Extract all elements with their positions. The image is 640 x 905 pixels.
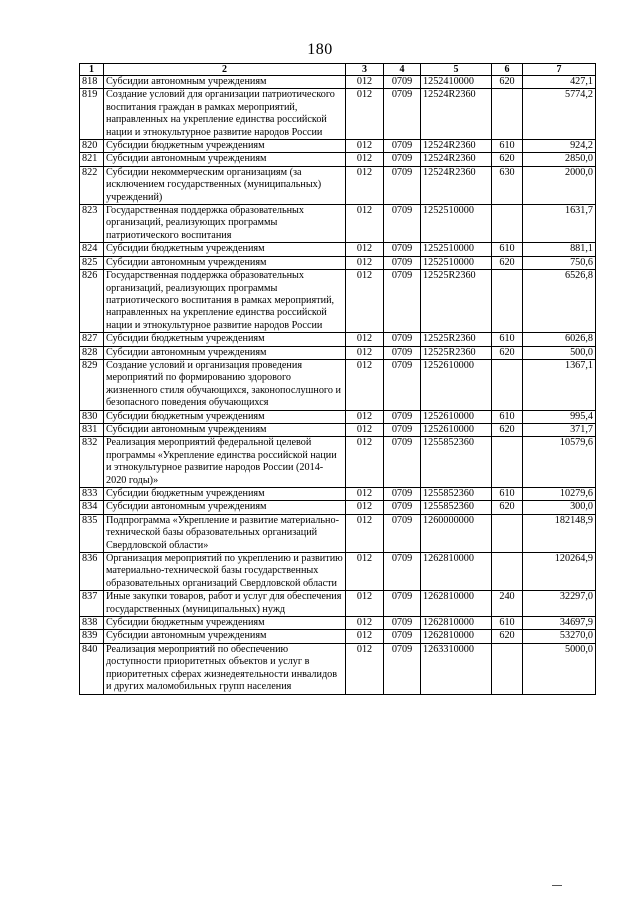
budget-table [79, 63, 596, 695]
row-section-code: 0709 [384, 76, 421, 89]
table-row [80, 346, 596, 359]
row-name: Субсидии бюджетным учреждениям [104, 333, 346, 346]
row-name: Субсидии автономным учреждениям [104, 153, 346, 166]
row-ministry-code: 012 [346, 514, 384, 552]
row-ministry-code: 012 [346, 423, 384, 436]
row-amount: 371,7 [523, 423, 596, 436]
row-amount: 6526,8 [523, 270, 596, 333]
row-number: 839 [80, 630, 104, 643]
row-amount: 924,2 [523, 140, 596, 153]
row-number: 832 [80, 437, 104, 488]
header-col-2: 2 [104, 64, 346, 76]
row-ministry-code: 012 [346, 205, 384, 243]
row-amount: 10579,6 [523, 437, 596, 488]
row-name: Создание условий и организация проведения мероприятий по формированию здорового жизненного стиля обучающихся, законопослушного и безопасного поведения обучающихся [104, 359, 346, 410]
row-expense-type [492, 89, 523, 140]
row-section-code: 0709 [384, 488, 421, 501]
row-ministry-code: 012 [346, 140, 384, 153]
row-target-code: 12525R2360 [421, 333, 492, 346]
row-target-code: 1255852360 [421, 437, 492, 488]
row-name: Организация мероприятий по укреплению и развитию материально-технической базы государственных образовательных организаций Свердловской области [104, 553, 346, 591]
row-name: Субсидии автономным учреждениям [104, 76, 346, 89]
row-ministry-code: 012 [346, 643, 384, 694]
row-amount: 182148,9 [523, 514, 596, 552]
row-ministry-code: 012 [346, 630, 384, 643]
row-name: Субсидии автономным учреждениям [104, 346, 346, 359]
row-number: 826 [80, 270, 104, 333]
row-number: 818 [80, 76, 104, 89]
row-expense-type: 630 [492, 166, 523, 204]
header-col-7: 7 [523, 64, 596, 76]
row-name: Реализация мероприятий федеральной целевой программы «Укрепление единства российской нации и этнокультурное развитие народов России (2014-2020 годы)» [104, 437, 346, 488]
row-target-code: 1252510000 [421, 256, 492, 269]
table-row [80, 256, 596, 269]
row-name: Создание условий для организации патриотического воспитания граждан в рамках мероприятий, направленных на укрепление единства российской нации и этнокультурное развитие народов России [104, 89, 346, 140]
table-row [80, 153, 596, 166]
row-section-code: 0709 [384, 256, 421, 269]
row-number: 828 [80, 346, 104, 359]
row-expense-type: 620 [492, 423, 523, 436]
row-expense-type: 620 [492, 76, 523, 89]
row-name: Субсидии бюджетным учреждениям [104, 617, 346, 630]
row-number: 834 [80, 501, 104, 514]
row-expense-type: 610 [492, 243, 523, 256]
row-ministry-code: 012 [346, 333, 384, 346]
row-amount: 2850,0 [523, 153, 596, 166]
row-ministry-code: 012 [346, 553, 384, 591]
row-ministry-code: 012 [346, 501, 384, 514]
row-target-code: 12525R2360 [421, 270, 492, 333]
row-ministry-code: 012 [346, 359, 384, 410]
table-row [80, 89, 596, 140]
row-expense-type: 620 [492, 256, 523, 269]
row-target-code: 1262810000 [421, 617, 492, 630]
row-number: 825 [80, 256, 104, 269]
row-expense-type [492, 437, 523, 488]
header-col-5: 5 [421, 64, 492, 76]
row-ministry-code: 012 [346, 166, 384, 204]
row-target-code: 12524R2360 [421, 140, 492, 153]
row-amount: 500,0 [523, 346, 596, 359]
row-amount: 53270,0 [523, 630, 596, 643]
row-number: 831 [80, 423, 104, 436]
row-amount: 300,0 [523, 501, 596, 514]
row-name: Субсидии автономным учреждениям [104, 423, 346, 436]
row-name: Субсидии бюджетным учреждениям [104, 243, 346, 256]
row-section-code: 0709 [384, 166, 421, 204]
row-amount: 10279,6 [523, 488, 596, 501]
header-col-3: 3 [346, 64, 384, 76]
row-ministry-code: 012 [346, 89, 384, 140]
row-amount: 995,4 [523, 410, 596, 423]
row-ministry-code: 012 [346, 76, 384, 89]
table-row [80, 630, 596, 643]
row-amount: 1631,7 [523, 205, 596, 243]
row-number: 838 [80, 617, 104, 630]
row-section-code: 0709 [384, 643, 421, 694]
row-number: 827 [80, 333, 104, 346]
table-row [80, 270, 596, 333]
row-name: Подпрограмма «Укрепление и развитие материально-технической базы образовательных организаций Свердловской области» [104, 514, 346, 552]
row-section-code: 0709 [384, 89, 421, 140]
row-section-code: 0709 [384, 501, 421, 514]
row-ministry-code: 012 [346, 488, 384, 501]
row-section-code: 0709 [384, 591, 421, 617]
row-number: 823 [80, 205, 104, 243]
table-row [80, 359, 596, 410]
row-number: 833 [80, 488, 104, 501]
table-row [80, 501, 596, 514]
row-name: Субсидии бюджетным учреждениям [104, 410, 346, 423]
row-section-code: 0709 [384, 346, 421, 359]
row-name: Субсидии автономным учреждениям [104, 256, 346, 269]
row-target-code: 12525R2360 [421, 346, 492, 359]
table-row [80, 140, 596, 153]
table-row [80, 333, 596, 346]
row-target-code: 1255852360 [421, 501, 492, 514]
row-expense-type: 610 [492, 617, 523, 630]
row-section-code: 0709 [384, 410, 421, 423]
row-amount: 427,1 [523, 76, 596, 89]
row-ministry-code: 012 [346, 617, 384, 630]
row-target-code: 12524R2360 [421, 153, 492, 166]
table-row [80, 514, 596, 552]
row-expense-type [492, 205, 523, 243]
row-section-code: 0709 [384, 423, 421, 436]
row-target-code: 1262810000 [421, 630, 492, 643]
row-expense-type: 620 [492, 501, 523, 514]
row-section-code: 0709 [384, 359, 421, 410]
row-target-code: 1252610000 [421, 359, 492, 410]
row-name: Субсидии некоммерческим организациям (за исключением государственных (муниципальных) учреждений) [104, 166, 346, 204]
row-amount: 5000,0 [523, 643, 596, 694]
row-number: 820 [80, 140, 104, 153]
table-row [80, 591, 596, 617]
page-number: 180 [307, 41, 333, 58]
row-ministry-code: 012 [346, 346, 384, 359]
row-ministry-code: 012 [346, 437, 384, 488]
row-name: Государственная поддержка образовательных организаций, реализующих программы патриотического воспитания [104, 205, 346, 243]
table-row [80, 643, 596, 694]
row-amount: 34697,9 [523, 617, 596, 630]
row-expense-type: 610 [492, 140, 523, 153]
table-row [80, 423, 596, 436]
row-expense-type: 620 [492, 153, 523, 166]
row-amount: 120264,9 [523, 553, 596, 591]
row-section-code: 0709 [384, 270, 421, 333]
table-row [80, 166, 596, 204]
row-target-code: 1252510000 [421, 243, 492, 256]
header-col-4: 4 [384, 64, 421, 76]
row-ministry-code: 012 [346, 591, 384, 617]
row-number: 837 [80, 591, 104, 617]
row-target-code: 1252610000 [421, 410, 492, 423]
row-section-code: 0709 [384, 630, 421, 643]
row-expense-type: 620 [492, 346, 523, 359]
row-section-code: 0709 [384, 205, 421, 243]
table-row [80, 76, 596, 89]
table-row [80, 437, 596, 488]
row-target-code: 1263310000 [421, 643, 492, 694]
row-expense-type: 610 [492, 333, 523, 346]
row-amount: 2000,0 [523, 166, 596, 204]
row-amount: 750,6 [523, 256, 596, 269]
row-number: 836 [80, 553, 104, 591]
row-name: Реализация мероприятий по обеспечению доступности приоритетных объектов и услуг в приоритетных сферах жизнедеятельности инвалидов и других маломобильных групп населения [104, 643, 346, 694]
row-target-code: 12524R2360 [421, 89, 492, 140]
row-name: Субсидии бюджетным учреждениям [104, 140, 346, 153]
table-row [80, 553, 596, 591]
header-col-1: 1 [80, 64, 104, 76]
row-expense-type [492, 270, 523, 333]
row-number: 840 [80, 643, 104, 694]
row-name: Государственная поддержка образовательных организаций, реализующих программы патриотического воспитания в рамках мероприятий, направленных на укрепление единства российской нации и этнокультурное развитие народов России [104, 270, 346, 333]
row-target-code: 1262810000 [421, 553, 492, 591]
row-amount: 881,1 [523, 243, 596, 256]
row-target-code: 1252510000 [421, 205, 492, 243]
row-name: Субсидии автономным учреждениям [104, 630, 346, 643]
row-target-code: 12524R2360 [421, 166, 492, 204]
table-row [80, 243, 596, 256]
row-name: Субсидии бюджетным учреждениям [104, 488, 346, 501]
row-expense-type: 610 [492, 488, 523, 501]
row-expense-type: 620 [492, 630, 523, 643]
row-amount: 1367,1 [523, 359, 596, 410]
row-section-code: 0709 [384, 514, 421, 552]
row-section-code: 0709 [384, 617, 421, 630]
table-row [80, 617, 596, 630]
row-number: 829 [80, 359, 104, 410]
row-amount: 5774,2 [523, 89, 596, 140]
row-expense-type [492, 643, 523, 694]
row-section-code: 0709 [384, 437, 421, 488]
row-section-code: 0709 [384, 553, 421, 591]
row-section-code: 0709 [384, 153, 421, 166]
header-col-6: 6 [492, 64, 523, 76]
table-row [80, 488, 596, 501]
scan-mark [552, 885, 562, 886]
row-amount: 32297,0 [523, 591, 596, 617]
row-target-code: 1252410000 [421, 76, 492, 89]
row-amount: 6026,8 [523, 333, 596, 346]
row-expense-type: 610 [492, 410, 523, 423]
row-number: 822 [80, 166, 104, 204]
table-row [80, 410, 596, 423]
row-number: 824 [80, 243, 104, 256]
row-target-code: 1262810000 [421, 591, 492, 617]
row-section-code: 0709 [384, 243, 421, 256]
table-row [80, 205, 596, 243]
row-section-code: 0709 [384, 333, 421, 346]
row-target-code: 1255852360 [421, 488, 492, 501]
row-ministry-code: 012 [346, 243, 384, 256]
row-expense-type: 240 [492, 591, 523, 617]
row-ministry-code: 012 [346, 270, 384, 333]
row-ministry-code: 012 [346, 410, 384, 423]
row-ministry-code: 012 [346, 256, 384, 269]
header-row [80, 64, 596, 76]
row-expense-type [492, 359, 523, 410]
row-section-code: 0709 [384, 140, 421, 153]
row-expense-type [492, 514, 523, 552]
row-number: 830 [80, 410, 104, 423]
row-name: Субсидии автономным учреждениям [104, 501, 346, 514]
row-number: 819 [80, 89, 104, 140]
row-number: 835 [80, 514, 104, 552]
row-ministry-code: 012 [346, 153, 384, 166]
row-number: 821 [80, 153, 104, 166]
row-target-code: 1260000000 [421, 514, 492, 552]
row-expense-type [492, 553, 523, 591]
row-name: Иные закупки товаров, работ и услуг для обеспечения государственных (муниципальных) нужд [104, 591, 346, 617]
row-target-code: 1252610000 [421, 423, 492, 436]
